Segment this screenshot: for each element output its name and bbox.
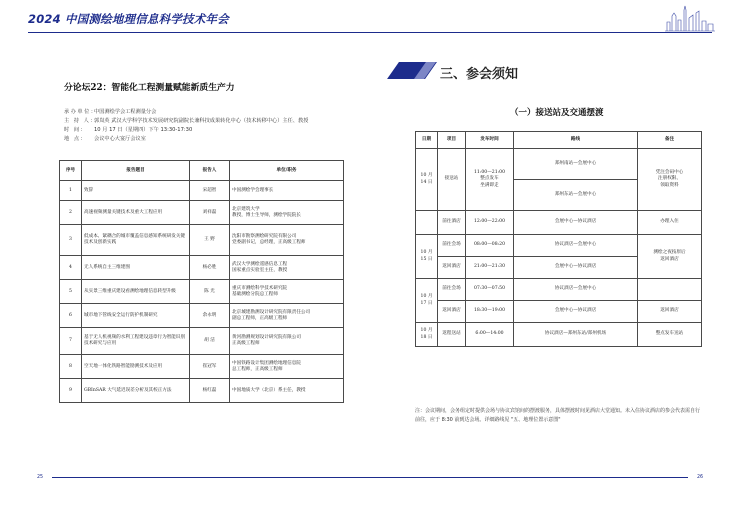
cell-unit: 沈阳市勘察测绘研究院有限公司 党委副书记，总经理，正高级工程师 (230, 225, 344, 256)
logo-title: 中国测绘地理信息科学技术年会 (65, 12, 229, 26)
cell-note (638, 149, 702, 211)
cell-item: 返回酒店 (438, 257, 466, 279)
footer-rule (28, 477, 712, 478)
cell-no: 2 (60, 201, 82, 225)
header-item: 项目 (438, 132, 466, 149)
header-speaker: 报告人 (190, 161, 230, 181)
info-value: 10 月 17 日（星期四）下午 13:30-17:30 (94, 127, 193, 133)
info-location (64, 135, 146, 142)
cell-unit: 北京建筑大学 教授，博士生导师，测绘学院院长 (230, 201, 344, 225)
cell-topic: 从实景三维重庆建设看测绘地理信息转型升级 (82, 280, 190, 304)
shuttle-header-row (416, 132, 702, 149)
header-unit: 单位/职务 (230, 161, 344, 181)
cell-item: 前往会场 (438, 235, 466, 257)
cell-time (466, 149, 514, 211)
agenda-header-row (60, 161, 344, 181)
cell-route: 协议酒店—郑州东站/郑州机场 (514, 323, 638, 347)
cell-time: 18:30—19:00 (466, 301, 514, 323)
cell-speaker: 杨红磊 (190, 379, 230, 403)
cell-time: 08:00—08:20 (466, 235, 514, 257)
cell-no: 6 (60, 304, 82, 328)
section-title: 三、参会须知 (440, 67, 519, 82)
table-row (416, 149, 702, 180)
cell-speaker: 杨必胜 (190, 256, 230, 280)
table-row (60, 355, 344, 379)
table-row (60, 379, 344, 403)
info-label: 承办单位： (64, 109, 98, 115)
cell-route: 郑州南站—会展中心 (514, 149, 638, 180)
cell-note-text: 凭注会码中心 注册权限、 领取资料 (655, 170, 684, 188)
header-no: 序号 (60, 161, 82, 181)
table-row (60, 280, 344, 304)
cell-topic: GBInSAR 大气延迟误差分析及其校正方法 (82, 379, 190, 403)
table-row (60, 225, 344, 256)
table-row (416, 235, 702, 257)
cell-topic: 空天地一体化铁路智能勘测技术及应用 (82, 355, 190, 379)
table-row (60, 304, 344, 328)
info-label: 时 间： (64, 127, 88, 133)
cell-topic: 无人系统自主三维建图 (82, 256, 190, 280)
cell-note: 整点发车送站 (638, 323, 702, 347)
table-row (416, 279, 702, 301)
table-row (416, 211, 702, 235)
cell-speaker: 胡 洁 (190, 328, 230, 355)
cell-speaker: 陈 光 (190, 280, 230, 304)
cell-no: 4 (60, 256, 82, 280)
shuttle-note: 注：会议期间，会务组定时提供会场与协议宾馆间的摆渡服务，具体摆渡时间见酒店大堂通知。未入住协议酒店的参会代表需自行前往，应于 8:30 前到达会场。详细路线见 "五、地理位置示意图" (415, 408, 701, 423)
cell-topic: 低成本、紧耦合的城市覆盖信息感知系统研发关键技术及创新实践 (82, 225, 190, 256)
cell-no: 1 (60, 181, 82, 201)
cell-no: 3 (60, 225, 82, 256)
conference-logo (28, 11, 229, 27)
forum-title: 分论坛22：智能化工程测量赋能新质生产力 (64, 83, 235, 93)
header-time: 发车时间 (466, 132, 514, 149)
cell-unit: 中国铁路设计集团测绘地理信息院 总工程师，正高级工程师 (230, 355, 344, 379)
cell-speaker: 王 野 (190, 225, 230, 256)
header-note: 备注 (638, 132, 702, 149)
cell-note-text: 测绘之夜按原后 返回酒店 (653, 250, 686, 262)
subsection-title: （一）接送站及交通摆渡 (510, 108, 604, 118)
page-number-left: 25 (28, 474, 52, 481)
cell-route: 协议酒店—会展中心 (514, 235, 638, 257)
cell-route: 会展中心—协议酒店 (514, 257, 638, 279)
table-row (416, 301, 702, 323)
info-value: 会议中心大宴厅会议室 (94, 136, 146, 142)
cell-unit: 重庆市测绘科学技术研究院 基础测绘分院总工程师 (230, 280, 344, 304)
header-date: 日期 (416, 132, 438, 149)
info-label: 主 持 人： (64, 118, 98, 124)
cell-route: 会展中心—协议酒店 (514, 211, 638, 235)
shuttle-table (415, 131, 702, 347)
cell-date: 10 月 15 日 (416, 235, 438, 279)
cell-speaker: 刘祥磊 (190, 201, 230, 225)
cell-time: 07:30—07:50 (466, 279, 514, 301)
cell-route: 会展中心—协议酒店 (514, 301, 638, 323)
info-value: 郭岚英 武汉大学科学技术发展研究院副院长兼科技成果转化中心（技术转移中心）主任、教授 (94, 118, 309, 124)
logo-year: 2024 (28, 12, 61, 26)
cell-time-text: 11:00—21:00 整点发车 坐满即走 (473, 170, 506, 188)
table-row (60, 328, 344, 355)
cell-no: 9 (60, 379, 82, 403)
cell-item: 返回酒店 (438, 301, 466, 323)
info-value: 中国测绘学会工程测量分会 (94, 109, 157, 115)
cell-date: 10 月 17 日 (416, 279, 438, 323)
cell-note: 办理入住 (638, 211, 702, 235)
table-row (60, 201, 344, 225)
cell-unit: 中国地质大学（北京）系主任，教授 (230, 379, 344, 403)
cell-unit: 黄河勘测规划设计研究院有限公司 正高级工程师 (230, 328, 344, 355)
cell-time: 12:00—22:00 (466, 211, 514, 235)
city-skyline-icon (665, 4, 715, 32)
info-time (64, 126, 192, 133)
page-number-right: 26 (688, 474, 712, 481)
cell-date-empty (416, 211, 438, 235)
info-moderator (64, 117, 308, 124)
cell-unit: 中国测绘学会理事长 (230, 181, 344, 201)
cell-note (638, 235, 702, 279)
cell-note (638, 279, 702, 301)
header-topic: 报告题目 (82, 161, 190, 181)
table-row (416, 323, 702, 347)
info-host-org (64, 108, 156, 115)
cell-time: 6:00—14:00 (466, 323, 514, 347)
cell-item: 返程送站 (438, 323, 466, 347)
cell-topic: 高速视频测量关键技术及重大工程应用 (82, 201, 190, 225)
agenda-body (60, 181, 344, 403)
cell-route: 郑州东站—会展中心 (514, 180, 638, 211)
cell-topic: 基于无人机视频的水利工程建设违章行为智能识别技术研究与应用 (82, 328, 190, 355)
cell-no: 8 (60, 355, 82, 379)
cell-route: 协议酒店—会展中心 (514, 279, 638, 301)
header-rule (28, 32, 712, 33)
cell-item: 前往酒店 (438, 211, 466, 235)
cell-date: 10 月 18 日 (416, 323, 438, 347)
cell-topic: 致辞 (82, 181, 190, 201)
cell-no: 5 (60, 280, 82, 304)
cell-unit: 北京城建勘测设计研究院有限责任公司 副总工程师，正高级工程师 (230, 304, 344, 328)
cell-item: 前往会场 (438, 279, 466, 301)
cell-speaker: 崔冠军 (190, 355, 230, 379)
cell-no: 7 (60, 328, 82, 355)
cell-speaker: 宋超智 (190, 181, 230, 201)
info-label: 地 点： (64, 136, 88, 142)
table-row (60, 181, 344, 201)
header-route: 路线 (514, 132, 638, 149)
cell-time: 21:00—21:30 (466, 257, 514, 279)
cell-unit: 武汉大学测绘遥感信息工程 国家重点实验室主任，教授 (230, 256, 344, 280)
cell-speaker: 余永明 (190, 304, 230, 328)
table-row (60, 256, 344, 280)
cell-note: 返回酒店 (638, 301, 702, 323)
cell-item: 接送站 (438, 149, 466, 211)
cell-date: 10 月 14 日 (416, 149, 438, 211)
agenda-table (59, 160, 344, 403)
cell-topic: 城市地下管线安全运行防护机制研究 (82, 304, 190, 328)
